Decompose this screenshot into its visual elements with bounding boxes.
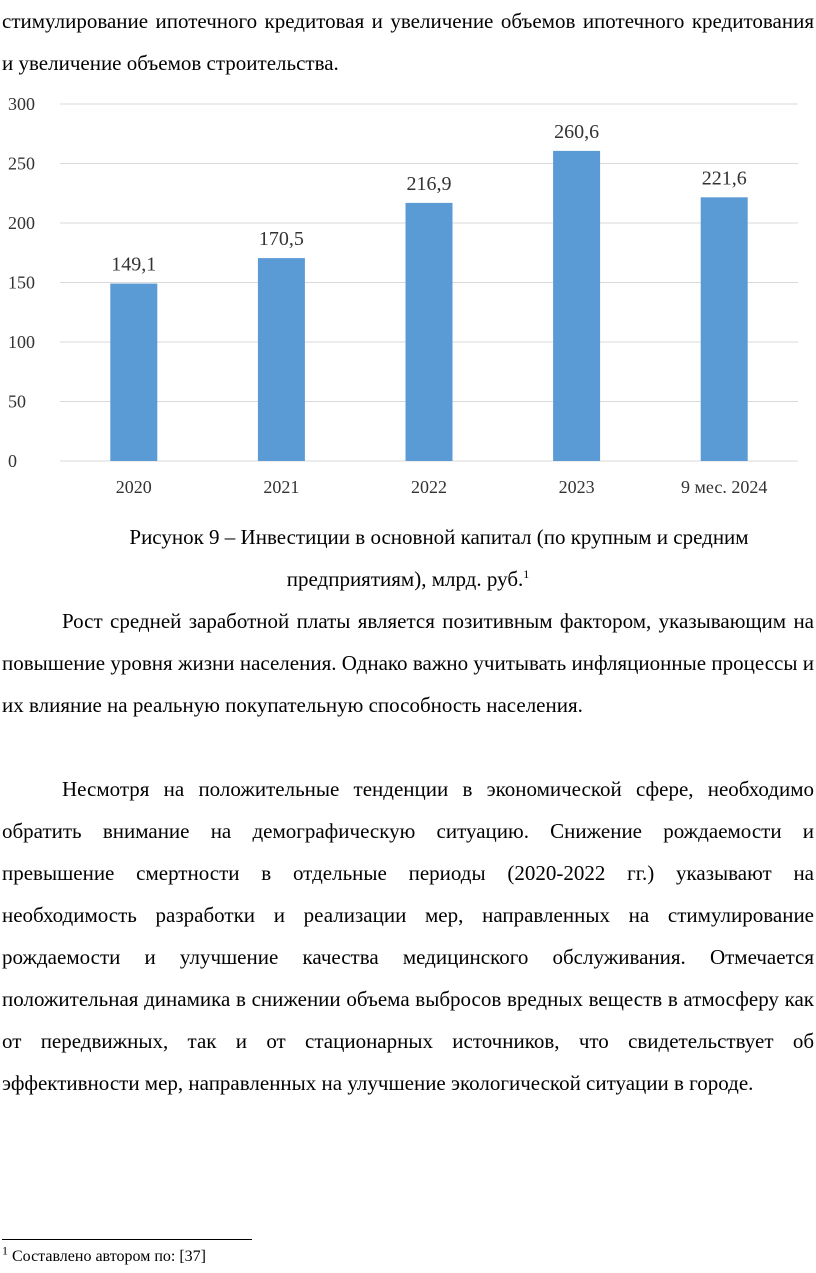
x-tick-label: 2023 (558, 477, 595, 497)
caption-line-1: Рисунок 9 – Инвестиции в основной капитал (по крупным и средним (129, 525, 749, 549)
bar (553, 151, 600, 461)
footnote (2, 1243, 206, 1266)
x-tick-label: 9 мес. 2024 (681, 477, 768, 497)
caption-line-2 (287, 567, 530, 591)
y-tick-label: 300 (8, 94, 35, 114)
chart-bars (110, 151, 747, 461)
footnote-marker: 1 (2, 1243, 8, 1258)
y-tick-label: 100 (8, 332, 35, 352)
footnote-text: Составлено автором по: [37] (12, 1248, 206, 1265)
x-tick-label: 2022 (411, 477, 447, 497)
intro-paragraph: стимулирование ипотечного кредитовая и увеличение объемов ипотечного кредитования и увеличение объемов строительства. (2, 9, 814, 75)
y-tick-label: 0 (8, 451, 17, 471)
chart-x-axis (116, 477, 768, 497)
bar (110, 284, 157, 461)
body-paragraph-2: Несмотря на положительные тенденции в экономической сфере, необходимо обратить внимание на демографическую ситуацию. Снижение рождаемости и превышение смертности в отдельные периоды (2020-2022 гг.) указывают на необходимость разработки и реализации мер, направленных на стимулирование рождаемости и улучшение качества медицинского обслуживания. Отмечается положительная динамика в снижении объема выбросов вредных веществ в атмосферу как от передвижных, так и от стационарных источников, что свидетельствует об эффективности мер, направленных на улучшение экологической ситуации в городе. (2, 777, 814, 1095)
x-tick-label: 2020 (115, 477, 152, 497)
footnote-separator (2, 1239, 252, 1240)
data-label: 260,6 (554, 120, 600, 143)
chart-y-axis (8, 94, 35, 471)
bar (406, 203, 453, 461)
x-tick-label: 2021 (263, 477, 300, 497)
body-paragraph-1: Рост средней заработной платы является позитивным фактором, указывающим на повышение уровня жизни населения. Однако важно учитывать инфляционные процессы и их влияние на реальную покупательную способность населения. (2, 609, 814, 717)
bar (701, 197, 748, 461)
investment-bar-chart (0, 84, 816, 504)
caption-footnote-ref[interactable]: 1 (523, 567, 530, 581)
y-tick-label: 150 (8, 272, 35, 293)
y-tick-label: 200 (8, 213, 35, 233)
y-tick-label: 50 (8, 391, 26, 412)
caption-line-2-text: предприятиям), млрд. руб. (286, 567, 524, 591)
figure-caption (0, 516, 816, 600)
y-tick-label: 250 (8, 153, 35, 174)
data-label: 170,5 (258, 228, 304, 251)
data-label: 221,6 (701, 167, 747, 190)
bar (258, 258, 305, 461)
data-label: 149,1 (111, 253, 157, 276)
data-label: 216,9 (406, 172, 452, 195)
